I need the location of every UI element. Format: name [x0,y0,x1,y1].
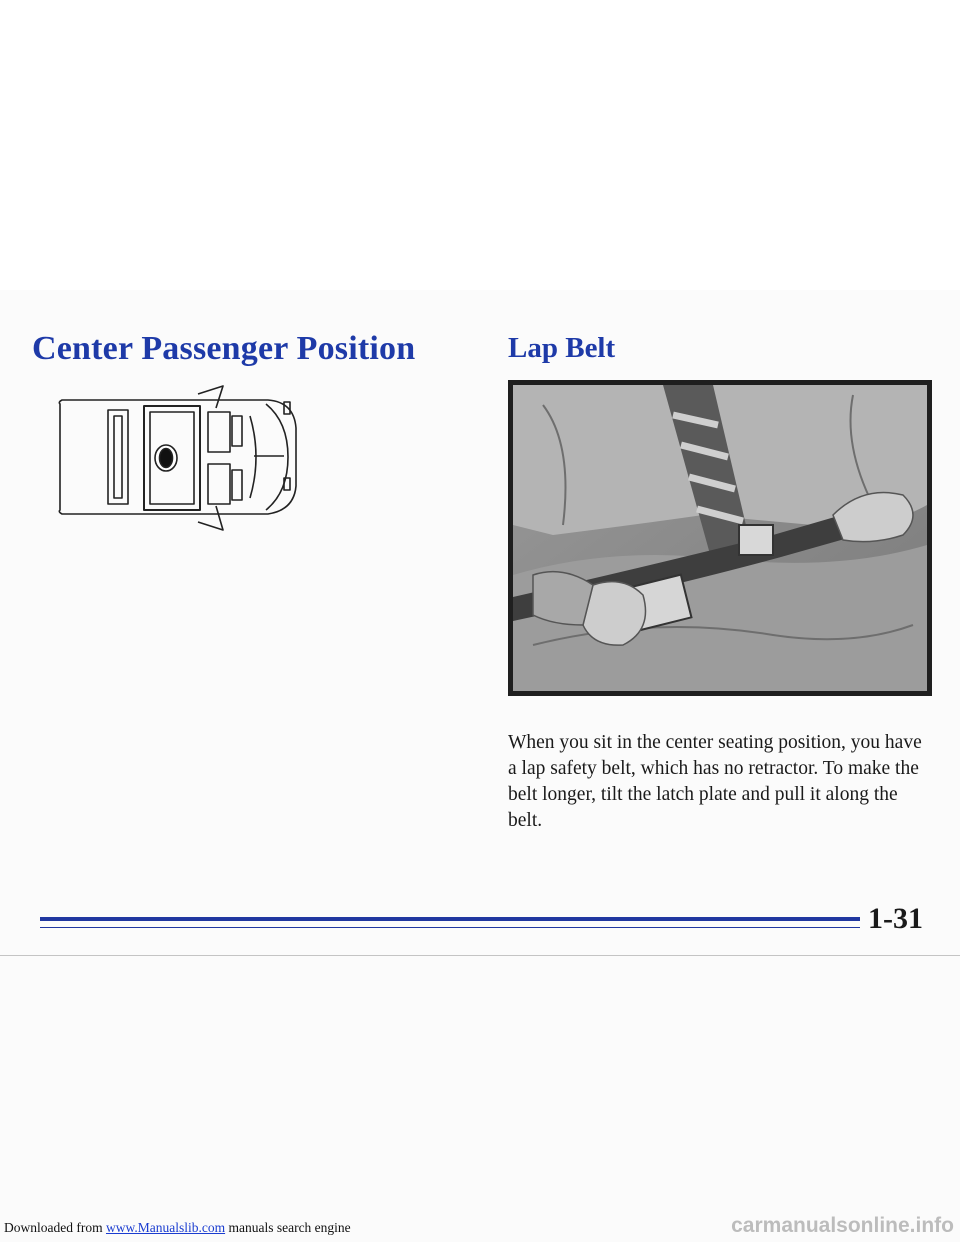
page-top-margin [0,0,960,290]
footer-suffix: manuals search engine [225,1220,351,1235]
footer-rule-thin [40,927,860,928]
vehicle-seating-diagram-icon [48,382,298,532]
site-watermark: carmanualsonline.info [731,1214,954,1237]
page-number: 1-31 [868,902,923,935]
lap-belt-illustration [508,380,932,696]
lap-belt-heading: Lap Belt [508,332,616,364]
lap-belt-instructions: When you sit in the center seating position, you have a lap safety belt, which has no retractor. To make the belt longer, tilt the latch plate and pull it along the belt. [508,732,922,831]
download-footer [4,1220,351,1236]
footer-rule-thick [40,917,860,921]
manualslib-link[interactable]: www.Manualslib.com [105,1220,226,1235]
center-passenger-heading: Center Passenger Position [32,330,416,367]
page-edge-line [0,955,960,956]
footer-prefix: Downloaded from [4,1220,106,1235]
